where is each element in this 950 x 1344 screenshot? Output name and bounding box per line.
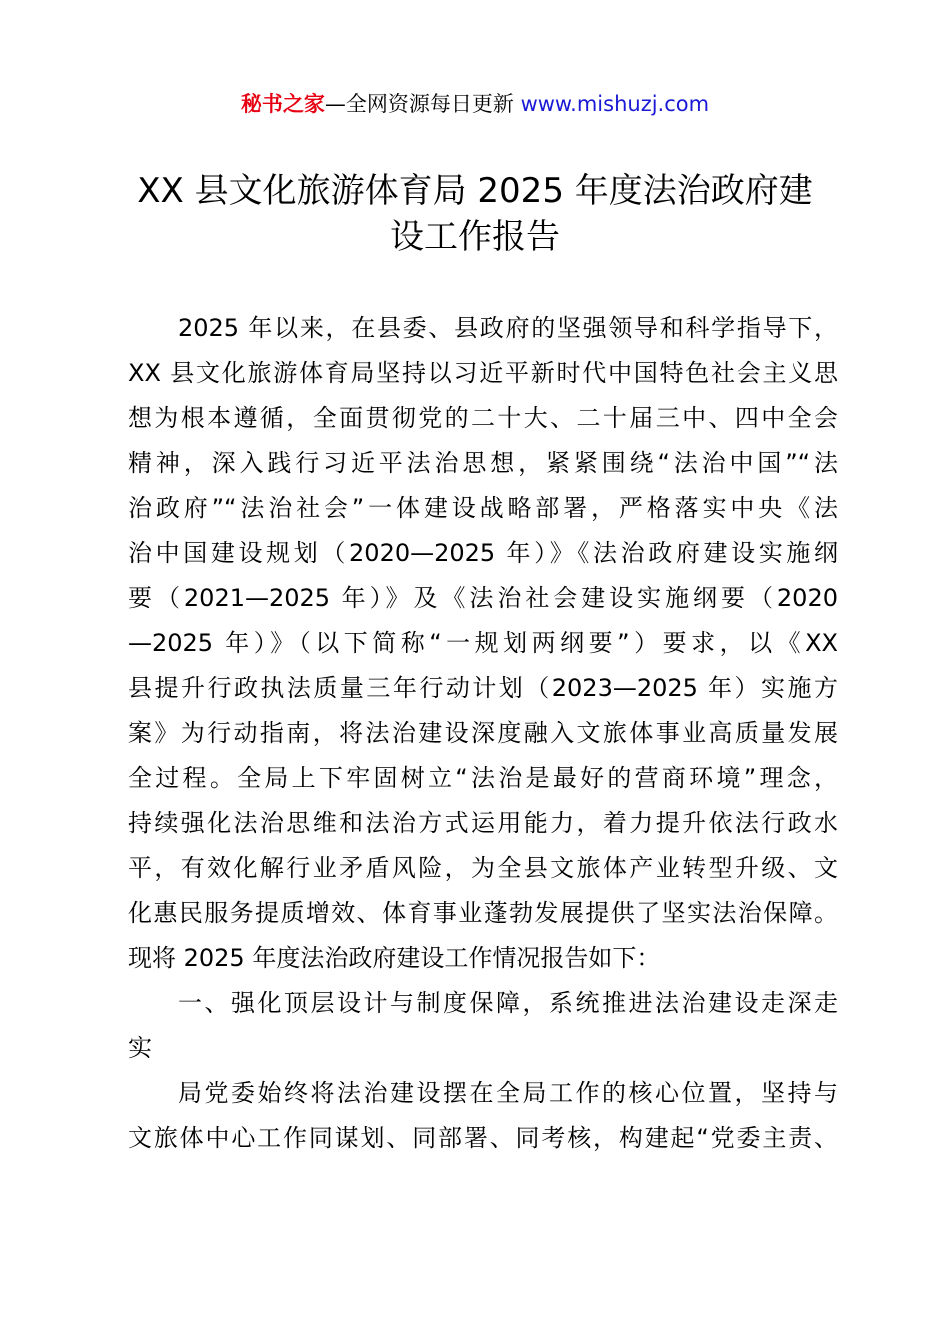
paragraph-1-line: 要（2021—2025 年）》及《法治社会建设实施纲要（2020 xyxy=(128,584,838,612)
paragraph-1-line: 治中国建设规划（2020—2025 年）》《法治政府建设实施纲 xyxy=(128,539,838,567)
paragraph-1-line: 现将 2025 年度法治政府建设工作情况报告如下： xyxy=(128,944,661,972)
section-1-heading: 一、强化顶层设计与制度保障，系统推进法治建设走深走 xyxy=(178,989,838,1017)
paragraph-1-line: 2025 年以来，在县委、县政府的坚强领导和科学指导下， xyxy=(178,314,838,342)
paragraph-1-line: 化惠民服务提质增效、体育事业蓬勃发展提供了坚实法治保障。 xyxy=(128,899,838,927)
paragraph-1-line: 持续强化法治思维和法治方式运用能力，着力提升依法行政水 xyxy=(128,809,838,837)
paragraph-1-line: —2025 年）》（以下简称“一规划两纲要”）要求，以《XX xyxy=(128,629,838,657)
site-url[interactable]: www.mishuzj.com xyxy=(520,92,710,116)
paragraph-1-line: 平，有效化解行业矛盾风险，为全县文旅体产业转型升级、文 xyxy=(128,854,838,882)
paragraph-1-line: 案》为行动指南，将法治建设深度融入文旅体事业高质量发展 xyxy=(128,719,838,747)
header-tagline: —全网资源每日更新 xyxy=(324,92,514,116)
site-header xyxy=(0,88,950,120)
document-title xyxy=(100,168,850,260)
paragraph-1-line: 精神，深入践行习近平法治思想，紧紧围绕“法治中国”“法 xyxy=(128,449,838,477)
title-line-2: 设工作报告 xyxy=(390,217,560,257)
brand-name: 秘书之家 xyxy=(240,92,325,116)
paragraph-2-line: 局党委始终将法治建设摆在全局工作的核心位置，坚持与 xyxy=(178,1079,838,1107)
paragraph-1-line: 县提升行政执法质量三年行动计划（2023—2025 年）实施方 xyxy=(128,674,838,702)
paragraph-1-line: XX 县文化旅游体育局坚持以习近平新时代中国特色社会主义思 xyxy=(128,359,838,387)
document-body xyxy=(128,306,838,1161)
section-1-heading-continued: 实 xyxy=(128,1034,152,1062)
paragraph-1-line: 想为根本遵循，全面贯彻党的二十大、二十届三中、四中全会 xyxy=(128,404,838,432)
paragraph-1-line: 全过程。全局上下牢固树立“法治是最好的营商环境”理念， xyxy=(128,764,838,792)
paragraph-1-line: 治政府”“法治社会”一体建设战略部署，严格落实中央《法 xyxy=(128,494,838,522)
title-line-1: XX 县文化旅游体育局 2025 年度法治政府建 xyxy=(137,171,813,211)
paragraph-2-line: 文旅体中心工作同谋划、同部署、同考核，构建起“党委主责、 xyxy=(128,1124,838,1152)
